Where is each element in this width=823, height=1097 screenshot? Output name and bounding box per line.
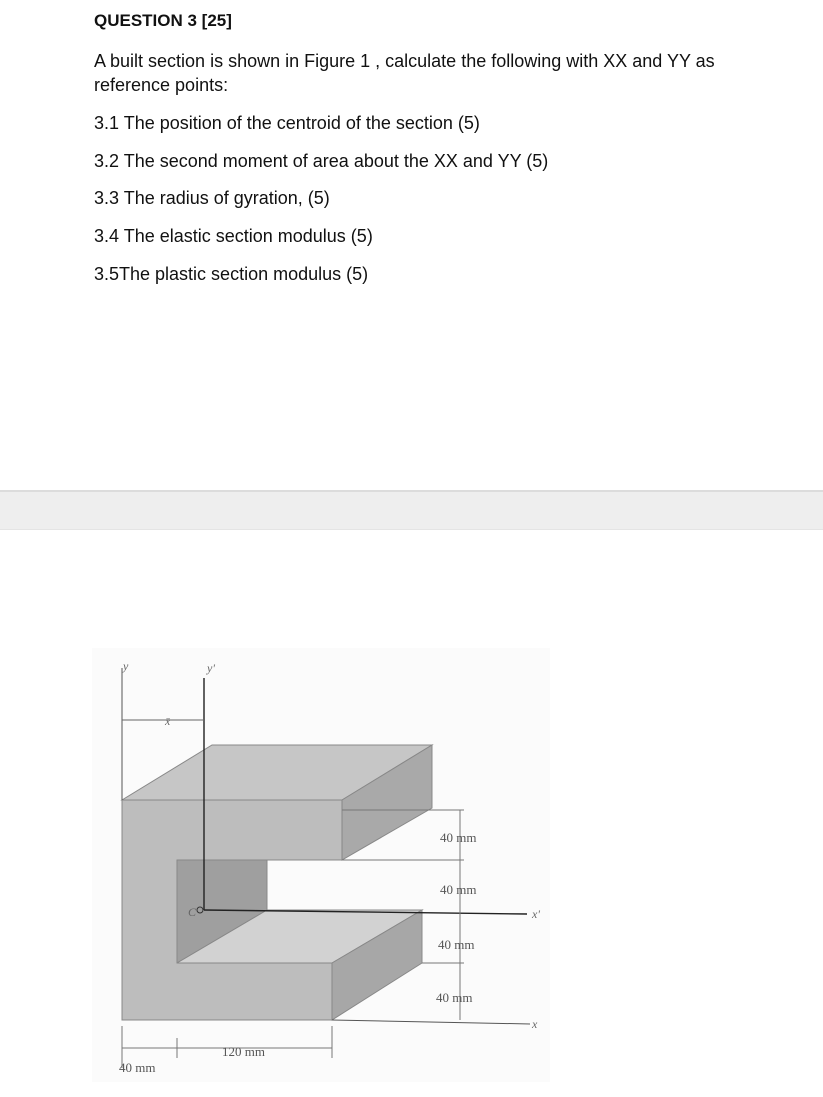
question-item: 3.5The plastic section modulus (5) bbox=[94, 264, 369, 284]
question-item: 3.2 The second moment of area about the XX and YY (5) bbox=[94, 151, 549, 171]
y-prime-axis-label: y' bbox=[207, 661, 215, 675]
built-section-diagram bbox=[92, 648, 550, 1082]
figure-1 bbox=[92, 648, 550, 1082]
question-item: 3.1 The position of the centroid of the section (5) bbox=[94, 113, 480, 133]
question-intro: A built section is shown in Figure 1 , calculate the following with XX and YY as reference points: bbox=[94, 51, 715, 95]
question-title: QUESTION 3 [25] bbox=[94, 11, 232, 30]
dim-width: 120 mm bbox=[222, 1044, 265, 1059]
dim-top-flange: 40 mm bbox=[440, 830, 477, 845]
question-item: 3.4 The elastic section modulus (5) bbox=[94, 226, 373, 246]
y-axis-label: y bbox=[123, 659, 129, 673]
dim-upper-gap: 40 mm bbox=[440, 882, 477, 897]
centroid-label: C bbox=[188, 905, 197, 919]
dim-web: 40 mm bbox=[119, 1060, 156, 1075]
dim-lower-gap: 40 mm bbox=[438, 937, 475, 952]
x-prime-axis-label: x' bbox=[532, 907, 540, 921]
page-separator bbox=[0, 490, 823, 530]
x-bar-label: x̄ bbox=[165, 714, 171, 728]
x-axis-line bbox=[332, 1020, 530, 1024]
document-page bbox=[0, 0, 823, 490]
x-axis-label: x bbox=[532, 1017, 538, 1031]
dim-bottom-flange: 40 mm bbox=[436, 990, 473, 1005]
question-item: 3.3 The radius of gyration, (5) bbox=[94, 188, 330, 208]
